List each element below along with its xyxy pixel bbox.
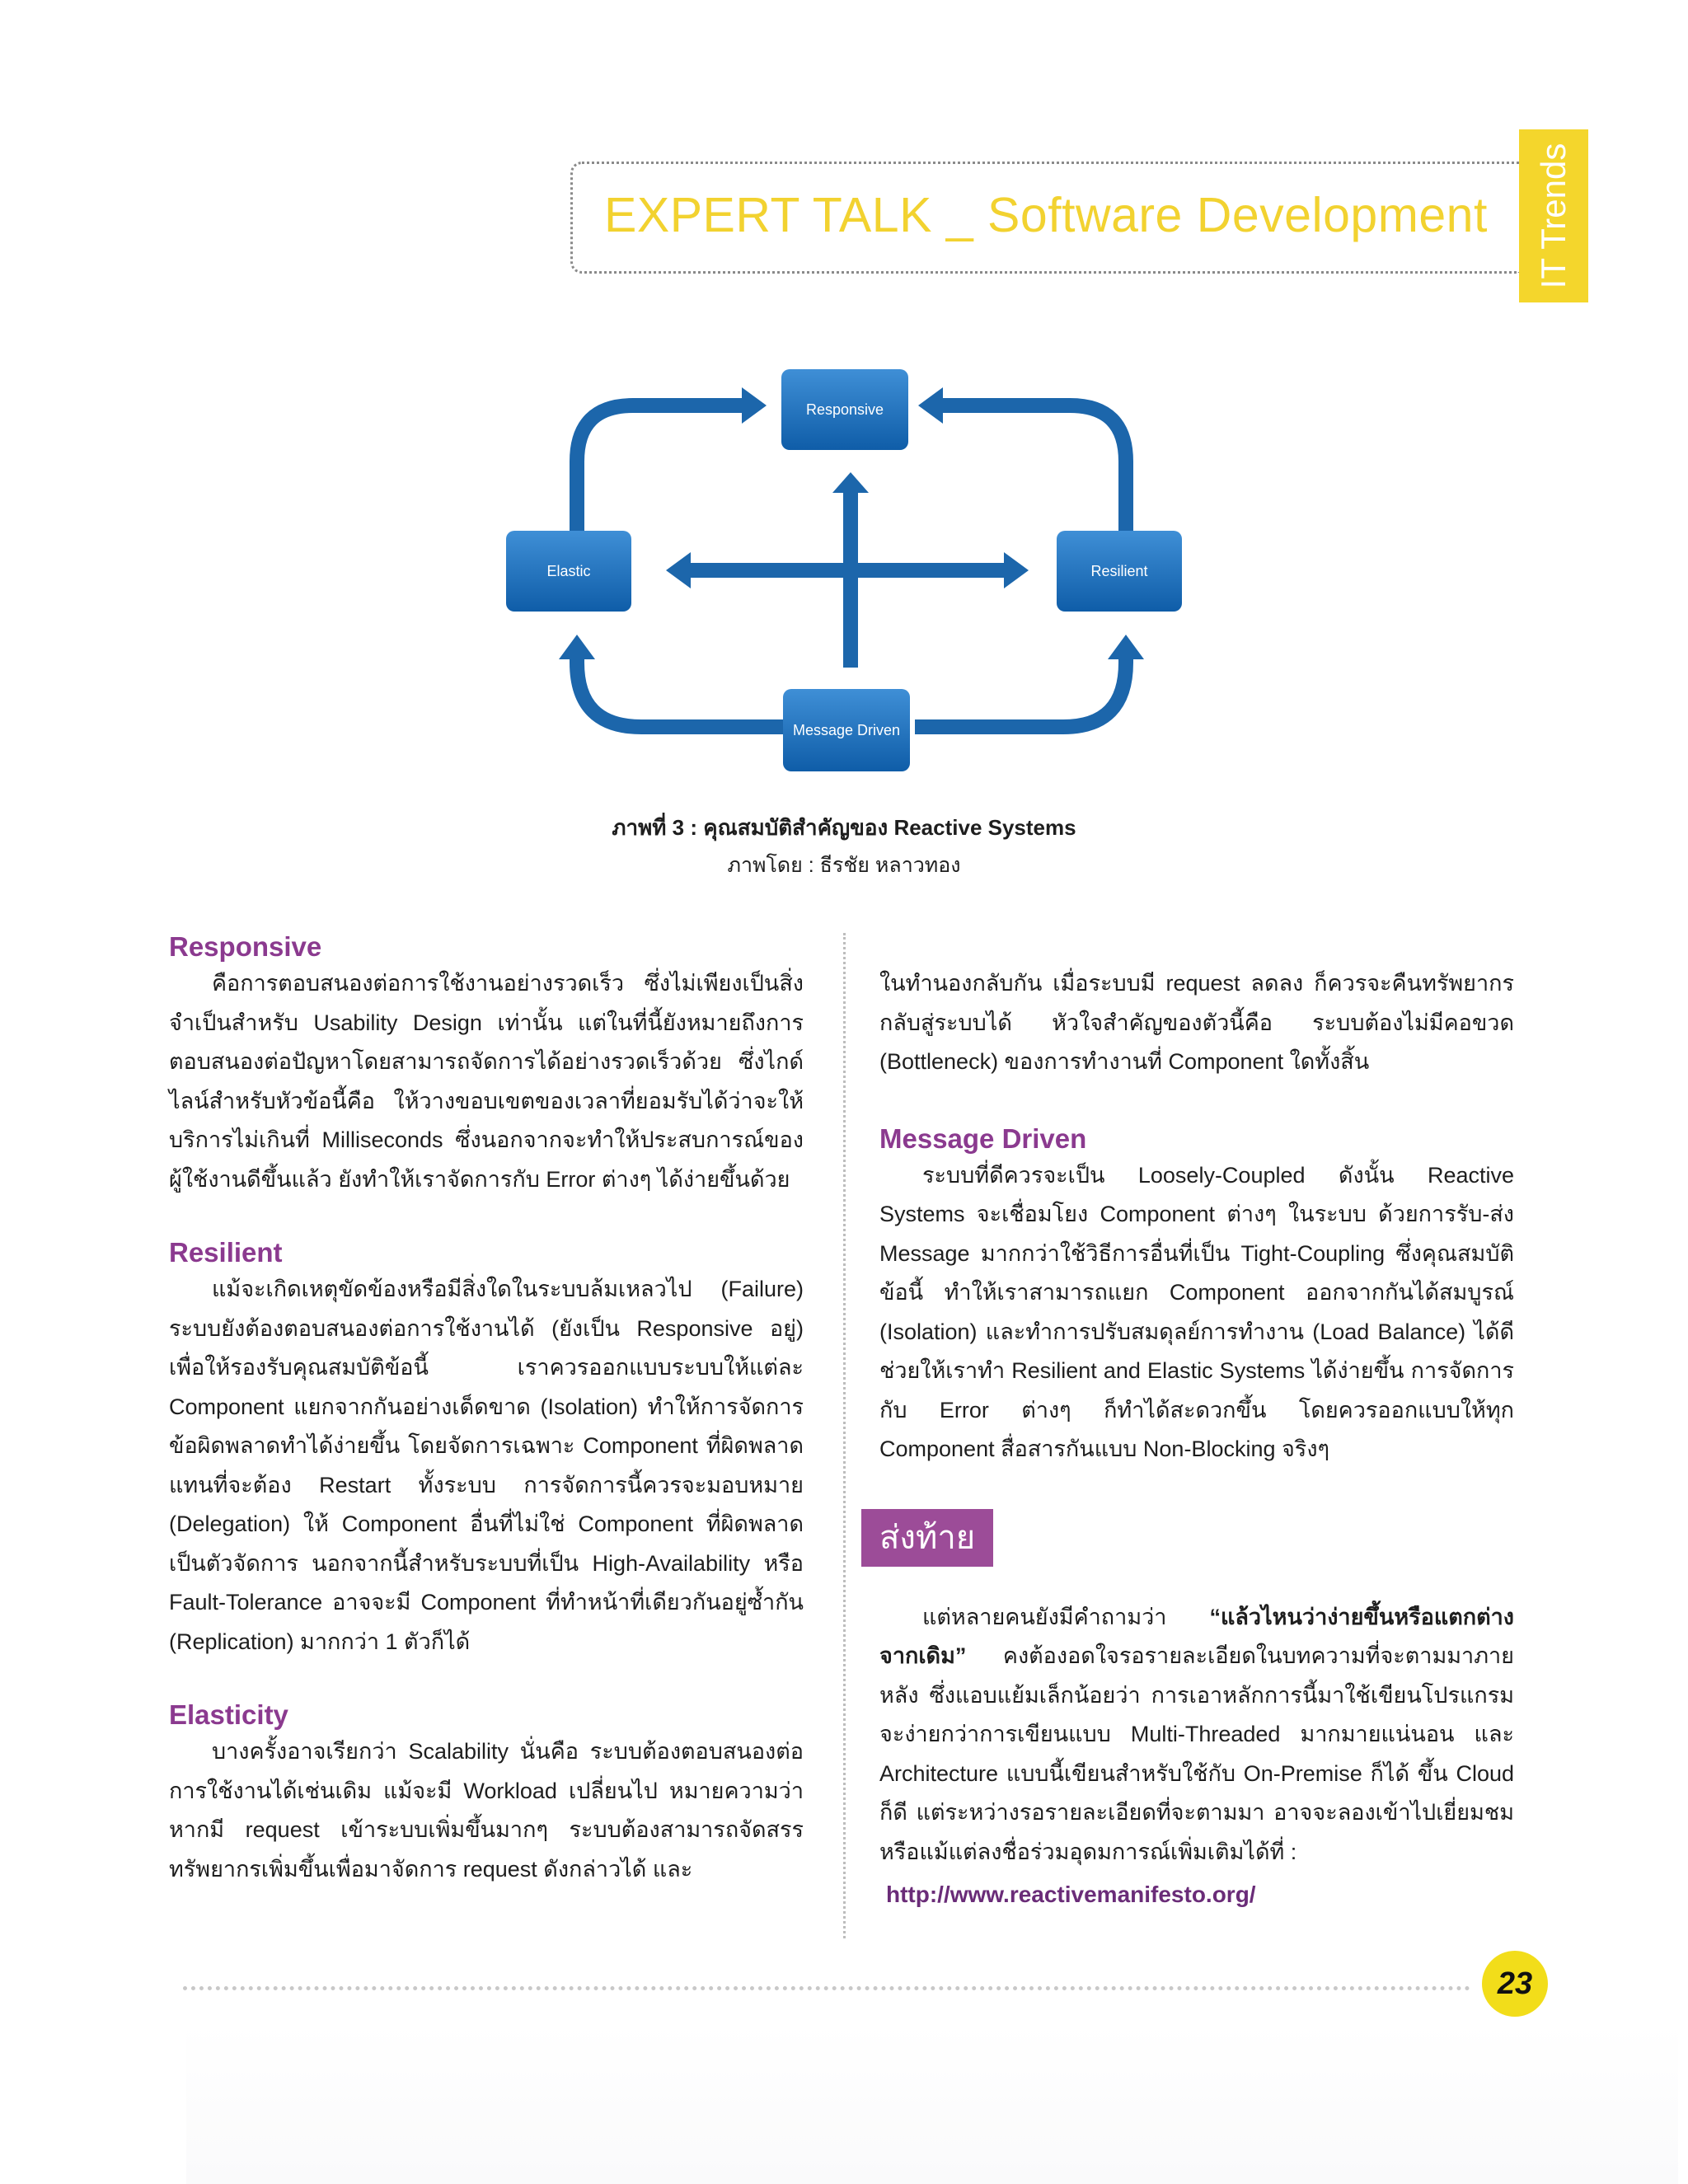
closing-text-before: แต่หลายคนยังมีคำถามว่า — [922, 1604, 1210, 1629]
arrowhead-elastic-bottom — [559, 635, 595, 659]
node-label-elastic: Elastic — [546, 563, 591, 579]
paragraph-closing — [879, 1598, 1514, 1872]
reactive-manifesto-link[interactable]: http://www.reactivemanifesto.org/ — [886, 1882, 1256, 1907]
paragraph-elasticity-continued: ในทำนองกลับกัน เมื่อระบบมี request ลดลง ก็ควรจะคืนทรัพยากรกลับสู่ระบบได้ หัวใจสำคัญของตัวนี้คือ ระบบต้องไม่มีคอขวด (Bottleneck) ของการทำงานที่ Component ใดทั้งสิ้น — [879, 971, 1514, 1074]
closing-question: “แล้วไหนว่าง่ายขึ้นหรือแตกต่างจากเดิม” — [879, 1604, 1514, 1668]
heading-message-driven: Message Driven — [879, 1122, 1087, 1154]
left-column — [169, 930, 804, 1889]
paragraph-resilient: แม้จะเกิดเหตุขัดข้องหรือมีสิ่งใดในระบบล้มเหลวไป (Failure) ระบบยังต้องตอบสนองต่อการใช้งานได้ (ยังเป็น Responsive อยู่) เพื่อให้รองรับคุณสมบัติข้อนี้ เราควรออกแบบระบบให้แต่ละ Component แยกจากกันอย่างเด็ดขาด (Isolation) ทำให้การจัดการข้อผิดพลาดทำได้ง่ายขึ้น โดยจัดการเฉพาะ Component ที่ผิดพลาด แทนที่จะต้อง Restart ทั้งระบบ การจัดการนี้ควรจะมอบหมาย (Delegation) ให้ Component อื่นที่ไม่ใช่ Component ที่ผิดพลาดเป็นตัวจัดการ นอกจากนี้สำหรับระบบที่เป็น High-Availability หรือ Fault-Tolerance อาจจะมี Component ที่ทำหน้าที่เดียวกันอยู่ซ้ำกัน (Replication) มากกว่า 1 ตัวก็ได้ — [169, 1277, 804, 1654]
arrow-elastic-to-responsive — [577, 405, 746, 534]
column-divider — [843, 933, 846, 1938]
arrowhead-responsive-right — [918, 387, 943, 424]
figure-credit: ภาพโดย : ธีรชัย หลาวทอง — [727, 854, 961, 877]
closing-text-after: คงต้องอดใจรอรายละเอียดในบทความที่จะตามมาภายหลัง ซึ่งแอบแย้มเล็กน้อยว่า การเอาหลักการนี้มาใช้เขียนโปรแกรมจะง่ายกว่าการเขียนแบบ Multi-Threaded มากมายแน่นอน และ Architecture แบบนี้เขียนสำหรับใช้กับ On-Premise ก็ได้ ขึ้น Cloud ก็ดี แต่ระหว่างรอรายละเอียดที่จะตามมา อาจจะลองเข้าไปเยี่ยมชม หรือแม้แต่ลงชื่อร่วมอุดมการณ์เพิ่มเติมได้ที่ : — [879, 1643, 1514, 1864]
arrowhead-left — [666, 552, 691, 588]
node-label-message-driven: Message Driven — [792, 722, 901, 738]
arrow-message-to-resilient — [915, 651, 1126, 727]
figure-caption: ภาพที่ 3 : คุณสมบัติสำคัญของ Reactive Systems — [612, 815, 1076, 840]
heading-resilient: Resilient — [169, 1237, 283, 1268]
right-column — [879, 964, 1514, 1908]
reactive-systems-diagram — [495, 354, 1203, 783]
arrowhead-up — [832, 472, 869, 493]
page-number: 23 — [1482, 1951, 1548, 2017]
node-label-resilient: Resilient — [1090, 563, 1148, 579]
paragraph-elasticity: บางครั้งอาจเรียกว่า Scalability นั่นคือ ระบบต้องตอบสนองต่อการใช้งานได้เช่นเดิม แม้จะมี Workload เปลี่ยนไป หมายความว่าหากมี request เข้าระบบเพิ่มขึ้นมากๆ ระบบต้องสามารถจัดสรรทรัพยากรเพิ่มขึ้นเพื่อมาจัดการ request ดังกล่าวได้ และ — [169, 1739, 804, 1882]
arrowhead-right — [1004, 552, 1029, 588]
arrow-message-to-elastic — [577, 651, 788, 727]
page-shadow — [186, 2023, 1678, 2184]
heading-elasticity: Elasticity — [169, 1699, 288, 1730]
heading-closing: ส่งท้าย — [861, 1509, 993, 1567]
paragraph-message-driven: ระบบที่ดีควรจะเป็น Loosely-Coupled ดังนั้น Reactive Systems จะเชื่อมโยง Component ต่างๆ ในระบบ ด้วยการรับ-ส่ง Message มากกว่าใช้วิธีการอื่นที่เป็น Tight-Coupling ซึ่งคุณสมบัติข้อนี้ ทำให้เราสามารถแยก Component ออกจากกันได้สมบูรณ์ (Isolation) และทำการปรับสมดุลย์การทำงาน (Load Balance) ได้ดี ช่วยให้เราทำ Resilient and Elastic Systems ได้ง่ายขึ้น การจัดการกับ Error ต่างๆ ก็ทำได้สะดวกขึ้น โดยควรออกแบบให้ทุก Component สื่อสารกันแบบ Non-Blocking จริงๆ — [879, 1162, 1514, 1461]
arrowhead-responsive-left — [742, 387, 767, 424]
footer-divider — [183, 1986, 1470, 1990]
paragraph-responsive: คือการตอบสนองต่อการใช้งานอย่างรวดเร็ว ซึ่งไม่เพียงเป็นสิ่งจำเป็นสำหรับ Usability Design เท่านั้น แต่ในที่นี้ยังหมายถึงการตอบสนองต่อปัญหาโดยสามารถจัดการได้อย่างรวดเร็วด้วย ซึ่งไกด์ไลน์สำหรับหัวข้อนี้คือ ให้วางขอบเขตของเวลาที่ยอมรับได้ว่าจะให้บริการไม่เกินที่ Milliseconds ซึ่งนอกจากจะทำให้ประสบการณ์ของผู้ใช้งานดีขึ้นแล้ว ยังทำให้เราจัดการกับ Error ต่างๆ ได้ง่ายขึ้นด้วย — [169, 971, 804, 1192]
section-tab-label: IT Trends — [1534, 143, 1573, 289]
page-title: EXPERT TALK _ Software Development — [604, 188, 1488, 242]
arrow-resilient-to-responsive — [938, 405, 1126, 534]
node-label-responsive: Responsive — [805, 401, 884, 418]
arrowhead-resilient-bottom — [1108, 635, 1144, 659]
heading-responsive: Responsive — [169, 931, 322, 962]
